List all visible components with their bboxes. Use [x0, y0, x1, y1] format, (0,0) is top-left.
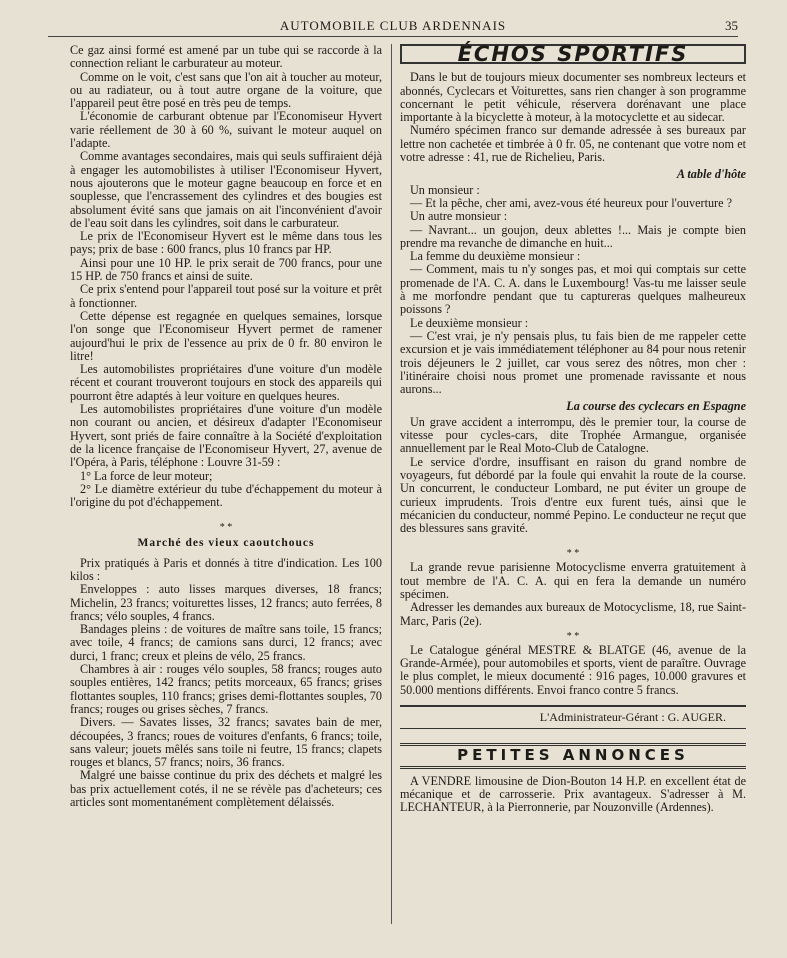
paragraph: Les automobilistes propriétaires d'une voiture d'un modèle récent et courant trouveront toujours en stock des appareils qui pourront être adaptés à leur voiture en quelques heures. — [70, 362, 382, 403]
paragraph: Le service d'ordre, insuffisant en raison du grand nombre de voyageurs, fut débordé par la foule qui envahit la route de la course. Un concurrent, le conducteur Lombard, ne put éviter un groupe de curieux imprudents. Trois d'entre eux furent tués, ainsi que le mécanicien du conducteur, nommé Pepino. Le conducteur ne reçut que des blessures sans gravité. — [400, 454, 746, 536]
signature-line: L'Administrateur-Gérant : G. AUGER. — [539, 710, 726, 725]
paragraph: Dans le but de toujours mieux documenter ses nombreux lecteurs et abonnés, Cyclecars et Voiturettes, sans rien changer à son programme concernant le petit véhicule, réservera dorénavant une place importante à la bicyclette à moteur, à la motocyclette et au sidecar. — [400, 70, 746, 125]
section-heading: Marché des vieux caoutchoucs — [137, 537, 315, 550]
paragraph: Un grave accident a interrompu, dès le premier tour, la course de vitesse pour cycles-cars, dite Trophée Armangue, organisée annuellement par le Real Moto-Club de Catalogne. — [400, 414, 746, 456]
paragraph: A VENDRE limousine de Dion-Bouton 14 H.P. en excellent état de mécanique et de carrosserie. Prix avantageux. S'adresser à M. LECHANTEUR, à la Pierronnerie, par Nouzonville (Ardennes). — [400, 773, 746, 815]
section-separator: * * — [566, 630, 580, 642]
paragraph: 2° Le diamètre extérieur du tube d'échappement du moteur à l'origine du pot d'échappement. — [70, 481, 382, 510]
running-header — [48, 16, 738, 37]
paragraph: Divers. — Savates lisses, 32 francs; savates bain de mer, découpées, 3 francs; roues de voitures d'enfants, 6 francs; toile, sans valeur; jouets mêlés sans toile ni feutre, 15 francs; clapets rouges et blancs, 57 francs; noirs, 36 francs. — [70, 715, 382, 770]
paragraph: Le Catalogue général MESTRE & BLATGE (46, avenue de la Grande-Armée), pour automobiles et sports, vient de paraître. Ouvrage le plus complet, le mieux documenté : 916 pages, 10.000 gravures et 50.000 mentions différents. Envoi franco contre 5 francs. — [400, 642, 746, 697]
section-title-box: PETITES ANNONCES — [400, 743, 746, 768]
paragraph: — Et la pêche, cher ami, avez-vous été heureux pour l'ouverture ? — [410, 195, 732, 210]
subheading: La course des cyclecars en Espagne — [566, 399, 746, 414]
paragraph: L'économie de carburant obtenue par l'Economiseur Hyvert varie réellement de 30 à 60 %, suivant le moteur auquel on l'adapte. — [70, 109, 382, 151]
paragraph: Cette dépense est regagnée en quelques semaines, lorsque l'on songe que l'Economiseur Hyvert permet de ramener aujourd'hui le prix de l'essence au prix de 0 fr. 80 environ le litre! — [70, 308, 382, 363]
right-column — [400, 44, 746, 815]
section-separator: * * — [566, 548, 580, 560]
section-separator: * * — [219, 522, 233, 534]
paragraph: Adresser les demandes aux bureaux de Motocyclisme, 18, rue Saint-Marc, Paris (2e). — [400, 600, 746, 628]
paragraph: Bandages pleins : de voitures de maître sans toile, 15 francs; avec toile, 4 francs; de camions sans durci, 12 francs; avec durci, 1 franc; creux et pleins de vélo, 25 francs. — [70, 622, 382, 663]
page-number: 35 — [725, 18, 738, 33]
paragraph: Comme avantages secondaires, mais qui seuls suffiraient déjà à engager les automobilistes à utiliser l'Economiseur Hyvert, nous ajouterons que le moteur gagne beaucoup en force et en souplesse, que l'encrassement des cylindres et des bougies est absolument évité sans que jamais on ait l'inconvénient d'avoir de l'eau soit dans les cylindres, soit dans le carburateur. — [70, 149, 382, 230]
paragraph: La grande revue parisienne Motocyclisme enverra gratuitement à tout membre de l'A. C. A. qui en fera la demande un numéro spécimen. — [400, 560, 746, 601]
paragraph: Un autre monsieur : — [410, 209, 508, 224]
column-divider — [391, 44, 392, 924]
paragraph: Chambres à air : rouges vélo souples, 58 francs; rouges auto souples entières, 142 francs; petits morceaux, 65 francs; grises flottantes souples, 110 francs; grises demi-flottantes souples, 70 francs; rouges ou grises sèches, 7 francs. — [70, 662, 382, 716]
paragraph: — Navrant... un goujon, deux ablettes !... Mais je compte bien prendre ma revanche de dimanche en huit... — [400, 222, 746, 250]
paragraph: Ce prix s'entend pour l'appareil tout posé sur la voiture et prêt à fonctionner. — [70, 282, 382, 310]
paragraph: — Comment, mais tu n'y songes pas, et moi qui comptais sur cette promenade de l'A. C. A. dans le Luxembourg! Vas-tu me laisser seule à me morfondre pendant que tu captureras quelques malheureux poissons ? — [400, 262, 746, 317]
paragraph: La femme du deuxième monsieur : — [410, 249, 581, 264]
paragraph: — C'est vrai, je n'y pensais plus, tu fais bien de me rappeler cette excursion et je vais immédiatement téléphoner au 84 pour nous retenir trois déjeuners le 2 juillet, car vous serez des nôtres, mon cher : l'itinéraire choisi nous promet une promenade ravissante et nous aurons... — [400, 328, 746, 397]
paragraph: Enveloppes : auto lisses marques diverses, 18 francs; Michelin, 23 francs; voiturettes lisses, 12 francs; auto ferrées, 8 francs; vélo souples, 4 francs. — [70, 582, 382, 623]
paragraph: Les automobilistes propriétaires d'une voiture d'un modèle non courant ou ancien, et désireux d'adapter l'Economiseur Hyvert, sont priés de faire connaître à la Société d'exploitation de la licence française de l'Economiseur Hyvert, 27, avenue de l'Opéra, à Paris, téléphone : Louvre 31-59 : — [70, 402, 382, 470]
paragraph: Un monsieur : — [410, 182, 480, 197]
paragraph: Le prix de l'Economiseur Hyvert est le même dans tous les pays; prix de base : 600 francs, plus 10 francs par HP. — [70, 229, 382, 257]
paragraph: Prix pratiqués à Paris et donnés à titre d'indication. Les 100 kilos : — [70, 555, 382, 583]
paragraph: Le deuxième monsieur : — [410, 315, 529, 330]
paragraph: Numéro spécimen franco sur demande adressée à ses bureaux par lettre non cachetée et timbrée à 0 fr. 05, ne contenant que votre nom et votre adresse : 41, rue de Richelieu, Paris. — [400, 123, 746, 165]
paragraph: Malgré une baisse continue du prix des déchets et malgré les bas prix actuellement cotés, il ne se révèle pas d'acheteurs; ces articles sont momentanément complètement délaissés. — [70, 768, 382, 810]
paragraph: 1° La force de leur moteur; — [80, 468, 213, 483]
divider-rule — [400, 705, 746, 707]
paragraph: Ce gaz ainsi formé est amené par un tube qui se raccorde à la connection reliant le carburateur au moteur. — [70, 43, 382, 71]
section-title-box: ÉCHOS SPORTIFS — [400, 44, 746, 64]
paragraph: Ainsi pour une 10 HP. le prix serait de 700 francs, pour une 15 HP. de 750 francs et ainsi de suite. — [70, 255, 382, 284]
divider-rule — [400, 728, 746, 729]
running-title: AUTOMOBILE CLUB ARDENNAIS — [279, 18, 507, 33]
paragraph: Comme on le voit, c'est sans que l'on ait à toucher au moteur, ou au radiateur, ou à tout autre organe de la voiture, que l'appareil peut être posé en très peu de temps. — [70, 69, 382, 111]
subheading: A table d'hôte — [676, 167, 746, 182]
left-column — [70, 44, 382, 809]
